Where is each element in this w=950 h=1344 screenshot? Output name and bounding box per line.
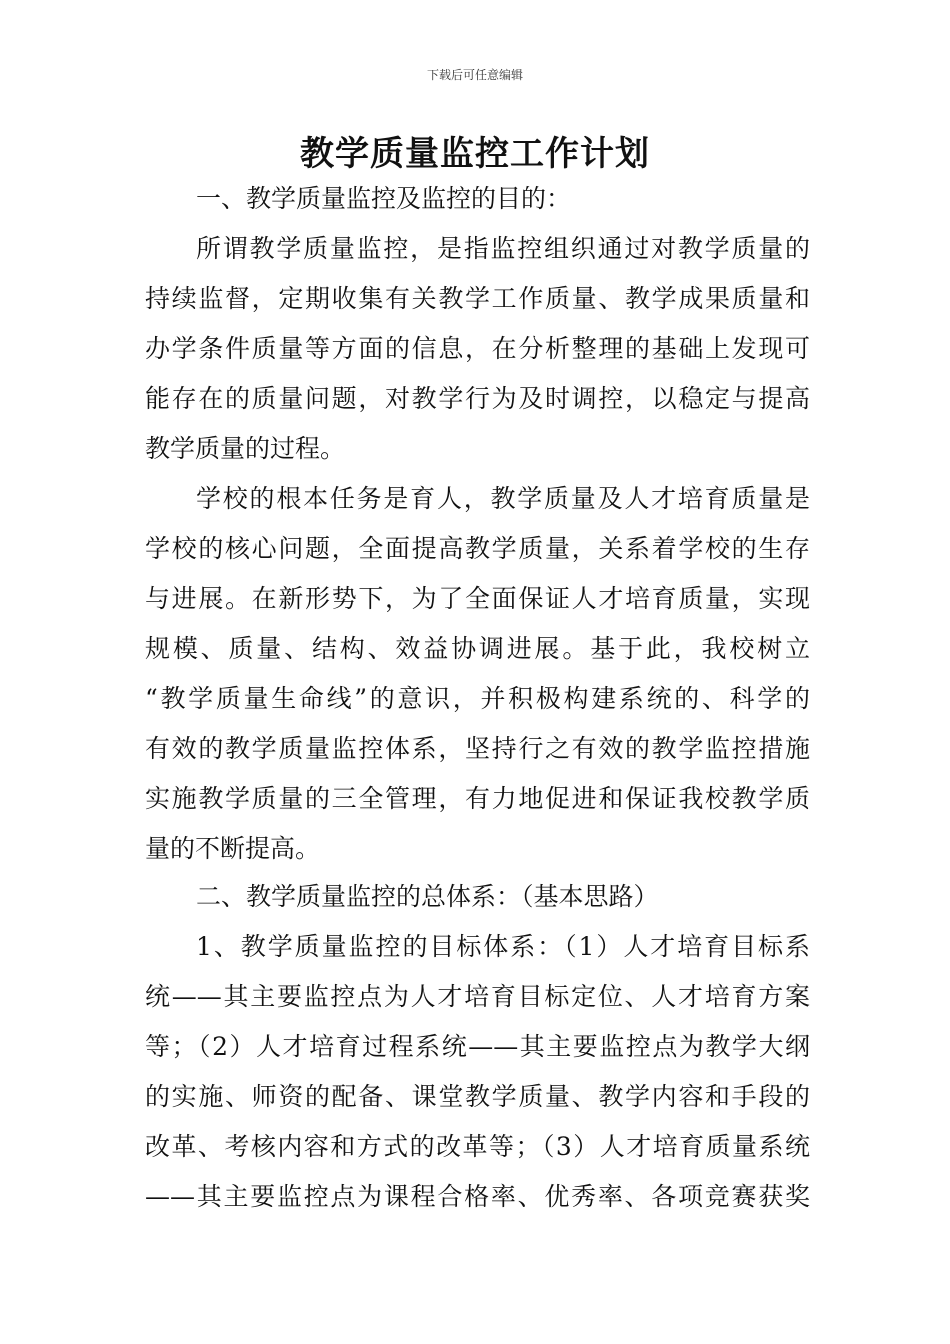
paragraph-line: 学校的根本任务是育人，教学质量及人才培育质量是 [196, 484, 810, 513]
paragraph-line: 教学质量的过程。 [145, 434, 346, 463]
paragraph-line: 学校的核心问题，全面提高教学质量，关系着学校的生存 [145, 534, 810, 563]
paragraph-line: 的实施、师资的配备、课堂教学质量、教学内容和手段的 [145, 1082, 810, 1111]
paragraph-line: ——其主要监控点为课程合格率、优秀率、各项竞赛获奖 [145, 1182, 810, 1211]
paragraph-line: 与进展。在新形势下，为了全面保证人才培育质量，实现 [145, 584, 810, 613]
paragraph-line: 统——其主要监控点为人才培育目标定位、人才培育方案 [145, 982, 810, 1011]
paragraph-line: 改革、考核内容和方式的改革等；（3）人才培育质量系统 [145, 1132, 810, 1161]
paragraph-line: 能存在的质量问题，对教学行为及时调控，以稳定与提高 [145, 384, 810, 413]
section-heading-2: 二、教学质量监控的总体系：（基本思路） [196, 882, 659, 911]
paragraph-line: 持续监督，定期收集有关教学工作质量、教学成果质量和 [145, 284, 810, 313]
paragraph-line: 等；（2）人才培育过程系统——其主要监控点为教学大纲 [145, 1032, 810, 1061]
download-note: 下载后可任意编辑 [426, 68, 523, 82]
section-heading-1: 一、教学质量监控及监控的目的： [196, 184, 572, 213]
paragraph-line: 规模、质量、结构、效益协调进展。基于此，我校树立 [145, 634, 810, 663]
paragraph-line: 量的不断提高。 [145, 834, 321, 863]
paragraph-line: 有效的教学质量监控体系，坚持行之有效的教学监控措施 [145, 734, 810, 763]
document-title: 教学质量监控工作计划 [300, 134, 650, 174]
paragraph-line: 所谓教学质量监控，是指监控组织通过对教学质量的 [196, 234, 810, 263]
paragraph-line: “教学质量生命线”的意识，并积极构建系统的、科学的 [145, 684, 810, 713]
paragraph-line: 办学条件质量等方面的信息，在分析整理的基础上发现可 [145, 334, 810, 363]
paragraph-line: 1、教学质量监控的目标体系：（1）人才培育目标系 [196, 932, 810, 961]
paragraph-line: 实施教学质量的三全管理，有力地促进和保证我校教学质 [145, 784, 810, 813]
